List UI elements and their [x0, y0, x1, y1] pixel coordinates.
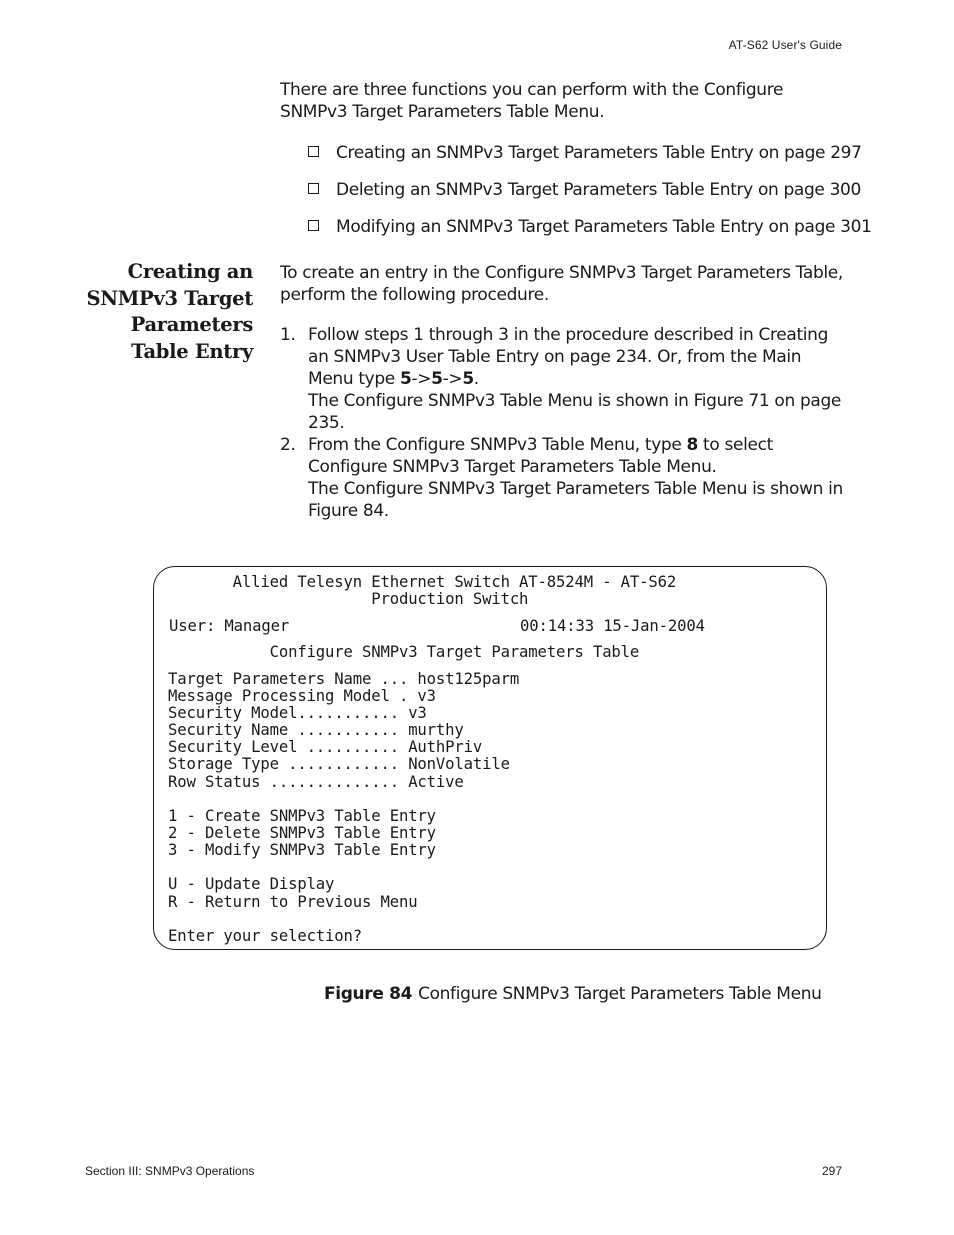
procedure-steps — [280, 324, 850, 522]
figure-label: Figure 84 — [324, 984, 413, 1004]
figure-caption — [324, 984, 822, 1004]
step-text — [308, 324, 850, 390]
terminal-field: Security Level .......... AuthPriv — [168, 738, 483, 756]
terminal-field: Row Status .............. Active — [168, 773, 464, 791]
key-value: 8 — [686, 435, 698, 455]
step-note: The Configure SNMPv3 Table Menu is shown in Figure 71 on page 235. — [308, 391, 842, 433]
section-heading — [70, 259, 253, 365]
key-value: 5 — [399, 369, 412, 389]
function-list — [308, 142, 872, 253]
step-note: The Configure SNMPv3 Target Parameters Table Menu is shown in Figure 84. — [308, 479, 843, 521]
terminal-title: Allied Telesyn Ethernet Switch AT-8524M - AT-S62 — [168, 573, 677, 591]
footer-section: Section III: SNMPv3 Operations — [85, 1164, 255, 1178]
terminal-subtitle: Production Switch — [168, 590, 529, 608]
step-text-part: to select Configure SNMPv3 Target Parameters Table Menu. — [308, 435, 773, 477]
cross-reference-link[interactable]: Deleting an SNMPv3 Target Parameters Table Entry on page 300 — [336, 180, 861, 200]
terminal-screen — [153, 566, 827, 950]
heading-line: Table Entry — [131, 339, 253, 363]
key-value: 5 — [462, 369, 474, 389]
terminal-prompt: Enter your selection? — [168, 927, 363, 945]
terminal-menu-title: Configure SNMPv3 Target Parameters Table — [168, 643, 640, 661]
checkbox-icon — [308, 146, 319, 157]
step-text-part: . — [473, 369, 479, 389]
step-text-part: Follow steps 1 through 3 in the procedure described in Creating an SNMPv3 User Table Entry on page 234. Or, from the Main Menu type — [308, 325, 829, 389]
terminal-field: Security Name ........... murthy — [168, 721, 464, 739]
running-header: AT-S62 User's Guide — [728, 38, 842, 52]
terminal-option: 2 - Delete SNMPv3 Table Entry — [168, 824, 436, 842]
terminal-option: 1 - Create SNMPv3 Table Entry — [168, 807, 436, 825]
heading-line: Parameters — [130, 313, 253, 336]
terminal-user-line: User: Manager 00:14:33 15-Jan-2004 — [169, 617, 705, 635]
key-separator: -> — [442, 369, 463, 389]
intro-paragraph: There are three functions you can perform with the Configure SNMPv3 Target Parameters Table Menu. — [280, 80, 784, 122]
terminal-field: Storage Type ............ NonVolatile — [168, 755, 510, 773]
step-text-part: From the Configure SNMPv3 Table Menu, type — [308, 435, 687, 455]
terminal-field: Message Processing Model . v3 — [168, 687, 436, 705]
step-item — [280, 434, 850, 522]
key-separator: -> — [411, 369, 432, 389]
section-intro: To create an entry in the Configure SNMPv3 Target Parameters Table, perform the following procedure. — [280, 263, 843, 305]
key-value: 5 — [431, 369, 443, 389]
terminal-option: U - Update Display — [168, 875, 335, 893]
heading-line: SNMPv3 Target — [86, 286, 253, 310]
terminal-field: Target Parameters Name ... host125parm — [168, 670, 520, 688]
list-item — [308, 179, 868, 216]
step-text — [308, 434, 850, 478]
list-item — [308, 216, 872, 253]
terminal-field: Security Model........... v3 — [168, 704, 427, 722]
step-item — [280, 324, 850, 434]
step-number: 1. — [280, 325, 296, 345]
heading-line: Creating an — [127, 260, 253, 283]
list-item — [308, 142, 868, 179]
cross-reference-link[interactable]: Creating an SNMPv3 Target Parameters Table Entry on page 297 — [336, 143, 862, 163]
page-number: 297 — [821, 1164, 842, 1178]
checkbox-icon — [308, 183, 319, 194]
terminal-option: 3 - Modify SNMPv3 Table Entry — [168, 841, 436, 859]
cross-reference-link[interactable]: Modifying an SNMPv3 Target Parameters Table Entry on page 301 — [336, 217, 872, 237]
terminal-option: R - Return to Previous Menu — [168, 893, 418, 911]
checkbox-icon — [308, 220, 319, 231]
figure-caption-text: Configure SNMPv3 Target Parameters Table Menu — [418, 984, 822, 1004]
step-number: 2. — [280, 435, 296, 455]
